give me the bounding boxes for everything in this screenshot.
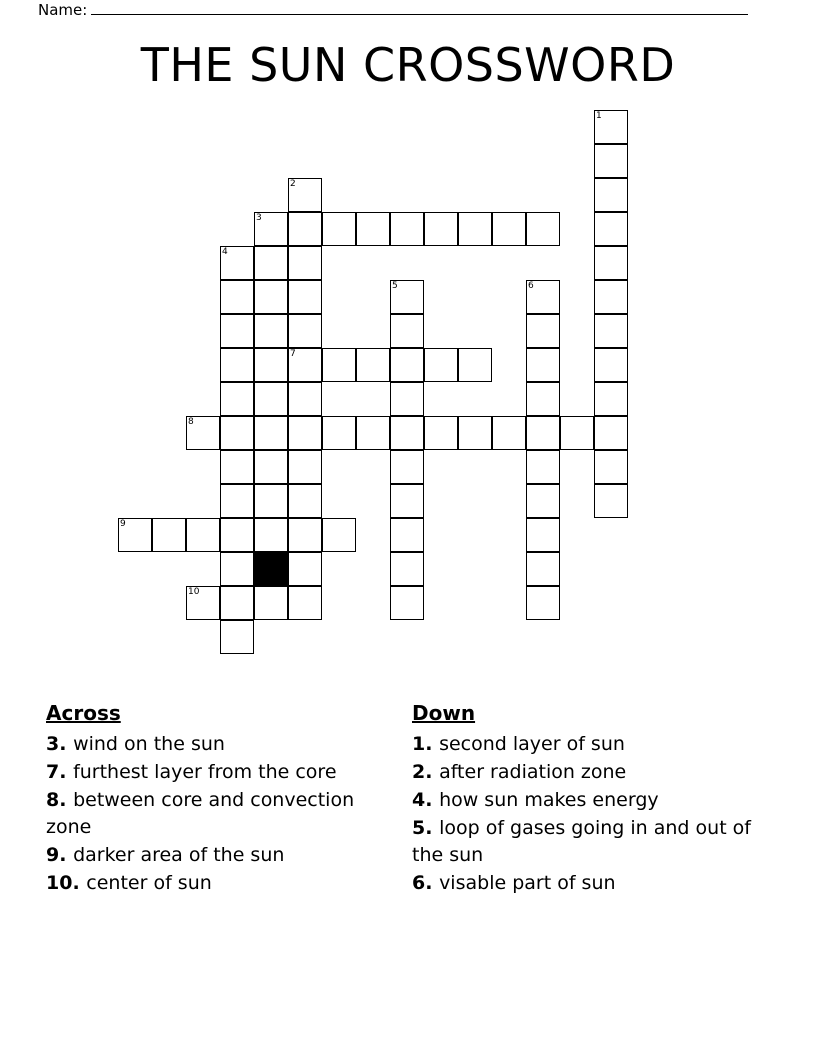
grid-cell[interactable] [288,484,322,518]
grid-cell[interactable] [288,314,322,348]
grid-cell[interactable] [220,586,254,620]
across-clue-text: between core and convection zone [46,789,355,838]
cell-number: 2 [290,179,296,189]
across-clue-number: 7. [46,761,74,783]
grid-cell[interactable] [390,484,424,518]
down-clue [412,731,772,758]
across-clue [46,870,386,897]
grid-cell[interactable] [356,212,390,246]
grid-cell[interactable] [526,348,560,382]
down-clue-text: second layer of sun [439,733,625,755]
down-clue-number: 2. [412,761,440,783]
across-clues-column [46,700,386,898]
grid-cell[interactable] [492,416,526,450]
grid-cell[interactable] [288,178,322,212]
grid-cell[interactable] [254,280,288,314]
down-clue-text: loop of gases going in and out of the sun [412,817,751,866]
grid-cell[interactable] [220,280,254,314]
grid-cell[interactable] [526,450,560,484]
down-clue-text: after radiation zone [439,761,627,783]
down-clue [412,787,772,814]
grid-cell[interactable] [254,416,288,450]
down-clue [412,759,772,786]
down-clue-text: how sun makes energy [439,789,659,811]
page-title: THE SUN CROSSWORD [140,38,676,92]
grid-cell[interactable] [526,586,560,620]
grid-cell[interactable] [390,382,424,416]
grid-cell[interactable] [322,416,356,450]
cell-number: 10 [188,587,200,597]
cell-number: 4 [222,247,228,257]
grid-cell[interactable] [254,518,288,552]
grid-cell[interactable] [322,348,356,382]
grid-cell[interactable] [458,212,492,246]
grid-cell[interactable] [220,348,254,382]
across-clue [46,842,386,869]
grid-cell[interactable] [254,212,288,246]
grid-cell[interactable] [594,110,628,144]
grid-cell[interactable] [458,348,492,382]
down-clue [412,870,772,897]
grid-cell[interactable] [594,144,628,178]
name-input-line[interactable] [91,0,748,15]
grid-cell[interactable] [390,552,424,586]
grid-cell[interactable] [594,450,628,484]
across-clue-number: 8. [46,789,74,811]
grid-cell[interactable] [560,416,594,450]
grid-cell[interactable] [594,314,628,348]
grid-cell[interactable] [526,314,560,348]
grid-cell[interactable] [526,212,560,246]
grid-cell[interactable] [254,382,288,416]
grid-cell[interactable] [220,416,254,450]
grid-cell[interactable] [220,382,254,416]
grid-cell[interactable] [594,348,628,382]
grid-cell[interactable] [322,518,356,552]
cell-number: 3 [256,213,262,223]
grid-cell[interactable] [594,416,628,450]
crossword-grid[interactable] [0,105,816,705]
grid-cell[interactable] [458,416,492,450]
across-clue-text: furthest layer from the core [73,761,337,783]
grid-cell[interactable] [254,246,288,280]
grid-cell[interactable] [254,450,288,484]
across-clue [46,731,386,758]
grid-cell[interactable] [526,416,560,450]
grid-cell[interactable] [288,416,322,450]
grid-cell[interactable] [254,348,288,382]
grid-cell[interactable] [526,280,560,314]
across-clue-number: 3. [46,733,74,755]
grid-cell[interactable] [356,348,390,382]
grid-cell[interactable] [526,484,560,518]
grid-cell[interactable] [526,382,560,416]
grid-cell[interactable] [220,552,254,586]
across-clue-text: wind on the sun [73,733,225,755]
grid-cell[interactable] [594,246,628,280]
grid-cell[interactable] [186,518,220,552]
grid-cell[interactable] [220,314,254,348]
grid-cell[interactable] [152,518,186,552]
across-clue-text: darker area of the sun [73,844,285,866]
grid-cell[interactable] [288,518,322,552]
cell-number: 8 [188,417,194,427]
across-clue [46,787,386,841]
grid-cell[interactable] [390,280,424,314]
grid-cell[interactable] [594,178,628,212]
grid-cell[interactable] [254,314,288,348]
grid-cell[interactable] [220,246,254,280]
grid-cell[interactable] [220,484,254,518]
down-clue-number: 1. [412,733,440,755]
grid-cell[interactable] [186,586,220,620]
grid-cell[interactable] [254,586,288,620]
grid-cell[interactable] [322,212,356,246]
across-clue-number: 10. [46,872,87,894]
grid-cell[interactable] [186,416,220,450]
grid-cell[interactable] [526,552,560,586]
grid-cell[interactable] [390,450,424,484]
grid-cell[interactable] [390,314,424,348]
across-clue-text: center of sun [86,872,212,894]
grid-cell[interactable] [288,586,322,620]
down-clue-number: 4. [412,789,440,811]
name-field-row [38,0,748,26]
grid-cell[interactable] [390,212,424,246]
across-clue [46,759,386,786]
grid-cell[interactable] [390,586,424,620]
grid-cell[interactable] [390,518,424,552]
grid-cell[interactable] [594,280,628,314]
grid-cell[interactable] [220,450,254,484]
grid-block [254,552,288,586]
grid-cell[interactable] [288,382,322,416]
name-label: Name: [38,1,88,19]
down-clue [412,815,772,869]
down-clue-number: 5. [412,817,440,839]
grid-cell[interactable] [594,484,628,518]
grid-cell[interactable] [288,280,322,314]
down-clue-number: 6. [412,872,440,894]
cell-number: 1 [596,111,602,121]
cell-number: 6 [528,281,534,291]
cell-number: 9 [120,519,126,529]
grid-cell[interactable] [288,212,322,246]
grid-cell[interactable] [424,212,458,246]
grid-cell[interactable] [526,518,560,552]
grid-cell[interactable] [594,212,628,246]
grid-cell[interactable] [288,552,322,586]
down-clue-text: visable part of sun [439,872,616,894]
grid-cell[interactable] [424,416,458,450]
across-clue-number: 9. [46,844,74,866]
across-heading: Across [46,701,121,725]
grid-cell[interactable] [356,416,390,450]
grid-cell[interactable] [254,484,288,518]
clues-section [0,700,816,990]
grid-cell[interactable] [424,348,458,382]
grid-cell[interactable] [118,518,152,552]
grid-cell[interactable] [390,416,424,450]
grid-cell[interactable] [288,450,322,484]
grid-cell[interactable] [288,348,322,382]
down-clues-column [412,700,772,898]
grid-cell[interactable] [390,348,424,382]
grid-cell[interactable] [492,212,526,246]
grid-cell[interactable] [288,246,322,280]
grid-cell[interactable] [594,382,628,416]
cell-number: 7 [290,349,296,359]
cell-number: 5 [392,281,398,291]
down-heading: Down [412,701,476,725]
grid-cell[interactable] [220,620,254,654]
grid-cell[interactable] [220,518,254,552]
